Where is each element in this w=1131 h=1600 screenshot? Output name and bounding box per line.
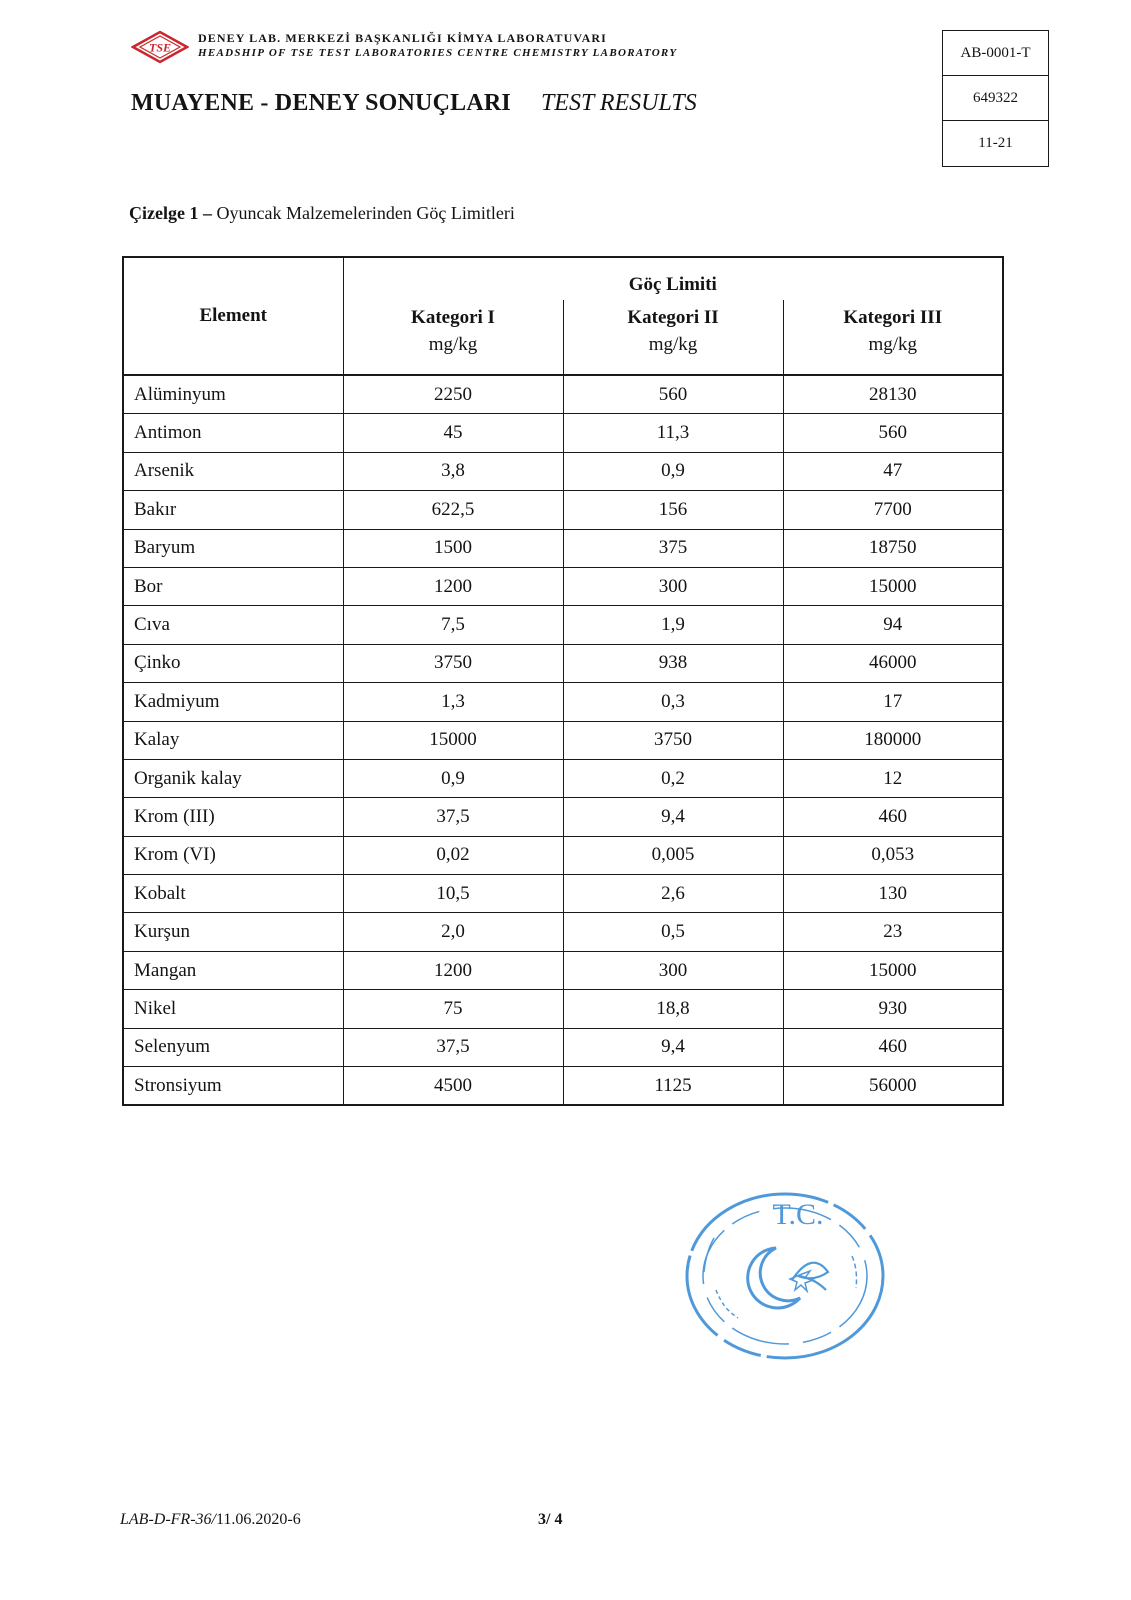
page-number: 3/ 4: [538, 1511, 563, 1528]
element-name-cell: Çinko: [123, 644, 343, 682]
limit-cell-category-1: 45: [343, 414, 563, 452]
limit-cell-category-1: 2250: [343, 375, 563, 414]
limit-cell-category-1: 2,0: [343, 913, 563, 951]
table-body: [123, 375, 1003, 1105]
table-row: [123, 491, 1003, 529]
title-en: TEST RESULTS: [540, 90, 697, 116]
limit-cell-category-1: 3,8: [343, 452, 563, 490]
limit-cell-category-3: 460: [783, 798, 1003, 836]
limit-cell-category-2: 375: [563, 529, 783, 567]
category-unit: mg/kg: [868, 334, 918, 355]
table-row: [123, 414, 1003, 452]
limit-cell-category-2: 3750: [563, 721, 783, 759]
limit-cell-category-2: 1,9: [563, 606, 783, 644]
table-row: [123, 721, 1003, 759]
limit-cell-category-1: 1,3: [343, 683, 563, 721]
element-name-cell: Cıva: [123, 606, 343, 644]
element-name-cell: Nikel: [123, 990, 343, 1028]
limit-cell-category-2: 156: [563, 491, 783, 529]
limit-cell-category-1: 75: [343, 990, 563, 1028]
limit-cell-category-2: 938: [563, 644, 783, 682]
limit-cell-category-1: 4500: [343, 1067, 563, 1106]
table-row: [123, 644, 1003, 682]
element-name-cell: Kalay: [123, 721, 343, 759]
migration-limits-table-wrapper: [122, 256, 1002, 1106]
header-category-2: [563, 300, 783, 375]
limit-cell-category-1: 0,02: [343, 836, 563, 874]
table-row: [123, 759, 1003, 797]
form-code-date: 11.06.2020-6: [215, 1511, 301, 1528]
report-number: 649322: [943, 76, 1048, 121]
element-name-cell: Stronsiyum: [123, 1067, 343, 1106]
caption-text: Oyuncak Malzemelerinden Göç Limitleri: [216, 203, 515, 223]
limit-cell-category-2: 0,2: [563, 759, 783, 797]
element-name-cell: Antimon: [123, 414, 343, 452]
limit-cell-category-3: 17: [783, 683, 1003, 721]
limit-cell-category-2: 300: [563, 951, 783, 989]
table-row: [123, 836, 1003, 874]
element-name-cell: Alüminyum: [123, 375, 343, 414]
element-name-cell: Kadmiyum: [123, 683, 343, 721]
lab-name-block: [198, 31, 677, 60]
limit-cell-category-2: 0,5: [563, 913, 783, 951]
element-name-cell: Arsenik: [123, 452, 343, 490]
category-unit: mg/kg: [428, 334, 478, 355]
table-row: [123, 452, 1003, 490]
table-row: [123, 875, 1003, 913]
limit-cell-category-3: 46000: [783, 644, 1003, 682]
header-group: Göç Limiti: [343, 257, 1003, 300]
limit-cell-category-2: 560: [563, 375, 783, 414]
table-row: [123, 913, 1003, 951]
report-date-code: 11-21: [978, 135, 1013, 151]
limit-cell-category-2: 18,8: [563, 990, 783, 1028]
table-row: [123, 951, 1003, 989]
limit-cell-category-3: 47: [783, 452, 1003, 490]
official-stamp-icon: [680, 1186, 890, 1366]
limit-cell-category-3: 460: [783, 1028, 1003, 1066]
limit-cell-category-1: 7,5: [343, 606, 563, 644]
limit-cell-category-1: 622,5: [343, 491, 563, 529]
limit-cell-category-1: 37,5: [343, 798, 563, 836]
limit-cell-category-1: 10,5: [343, 875, 563, 913]
lab-name-tr: DENEY LAB. MERKEZİ BAŞKANLIĞI KİMYA LABORATUVARI: [198, 31, 607, 45]
table-row: [123, 1067, 1003, 1106]
limit-cell-category-3: 560: [783, 414, 1003, 452]
element-name-cell: Mangan: [123, 951, 343, 989]
page-title: [131, 90, 697, 117]
table-row: [123, 567, 1003, 605]
table-row: [123, 798, 1003, 836]
reference-box: [942, 30, 1049, 167]
lab-name-en: HEADSHIP OF TSE TEST LABORATORIES CENTRE CHEMISTRY LABORATORY: [198, 47, 678, 59]
limit-cell-category-3: 56000: [783, 1067, 1003, 1106]
element-name-cell: Baryum: [123, 529, 343, 567]
table-row: [123, 1028, 1003, 1066]
limit-cell-category-3: 15000: [783, 567, 1003, 605]
limit-cell-category-3: 23: [783, 913, 1003, 951]
header-category-3: [783, 300, 1003, 375]
limit-cell-category-1: 0,9: [343, 759, 563, 797]
caption-label: Çizelge 1: [129, 203, 199, 223]
header-element: Element: [123, 257, 343, 375]
limit-cell-category-2: 0,005: [563, 836, 783, 874]
element-name-cell: Organik kalay: [123, 759, 343, 797]
limit-cell-category-3: 7700: [783, 491, 1003, 529]
limit-cell-category-3: 930: [783, 990, 1003, 1028]
limit-cell-category-3: 94: [783, 606, 1003, 644]
limit-cell-category-1: 1200: [343, 951, 563, 989]
stamp-text: T.C.: [772, 1198, 824, 1231]
limit-cell-category-2: 9,4: [563, 798, 783, 836]
limit-cell-category-3: 180000: [783, 721, 1003, 759]
limit-cell-category-1: 1200: [343, 567, 563, 605]
logo-text: TSE: [148, 40, 172, 55]
table-row: [123, 529, 1003, 567]
table-caption: [129, 203, 515, 224]
ref-code: AB-0001-T: [943, 31, 1048, 76]
element-name-cell: Kobalt: [123, 875, 343, 913]
limit-cell-category-2: 300: [563, 567, 783, 605]
limit-cell-category-1: 3750: [343, 644, 563, 682]
limit-cell-category-2: 2,6: [563, 875, 783, 913]
element-name-cell: Bor: [123, 567, 343, 605]
element-name-cell: Kurşun: [123, 913, 343, 951]
form-code: [120, 1511, 301, 1529]
header-category-1: [343, 300, 563, 375]
table-row: [123, 990, 1003, 1028]
title-tr: MUAYENE - DENEY SONUÇLARI: [131, 90, 511, 116]
limit-cell-category-1: 37,5: [343, 1028, 563, 1066]
limit-cell-category-3: 130: [783, 875, 1003, 913]
limit-cell-category-2: 11,3: [563, 414, 783, 452]
table-row: [123, 683, 1003, 721]
limit-cell-category-1: 15000: [343, 721, 563, 759]
tse-logo-icon: [131, 30, 189, 64]
category-name: Kategori II: [627, 307, 719, 328]
limit-cell-category-1: 1500: [343, 529, 563, 567]
migration-limits-table: [122, 256, 1004, 1106]
element-name-cell: Selenyum: [123, 1028, 343, 1066]
element-name-cell: Bakır: [123, 491, 343, 529]
limit-cell-category-3: 0,053: [783, 836, 1003, 874]
table-row: [123, 606, 1003, 644]
category-unit: mg/kg: [648, 334, 698, 355]
limit-cell-category-2: 1125: [563, 1067, 783, 1106]
limit-cell-category-2: 0,3: [563, 683, 783, 721]
limit-cell-category-3: 28130: [783, 375, 1003, 414]
table-row: [123, 375, 1003, 414]
category-name: Kategori I: [411, 307, 495, 328]
limit-cell-category-3: 15000: [783, 951, 1003, 989]
caption-separator: –: [198, 203, 217, 223]
limit-cell-category-2: 9,4: [563, 1028, 783, 1066]
limit-cell-category-3: 12: [783, 759, 1003, 797]
category-name: Kategori III: [843, 307, 943, 328]
element-name-cell: Krom (VI): [123, 836, 343, 874]
limit-cell-category-3: 18750: [783, 529, 1003, 567]
form-code-prefix: LAB-D-FR-36/: [120, 1511, 216, 1528]
limit-cell-category-2: 0,9: [563, 452, 783, 490]
element-name-cell: Krom (III): [123, 798, 343, 836]
